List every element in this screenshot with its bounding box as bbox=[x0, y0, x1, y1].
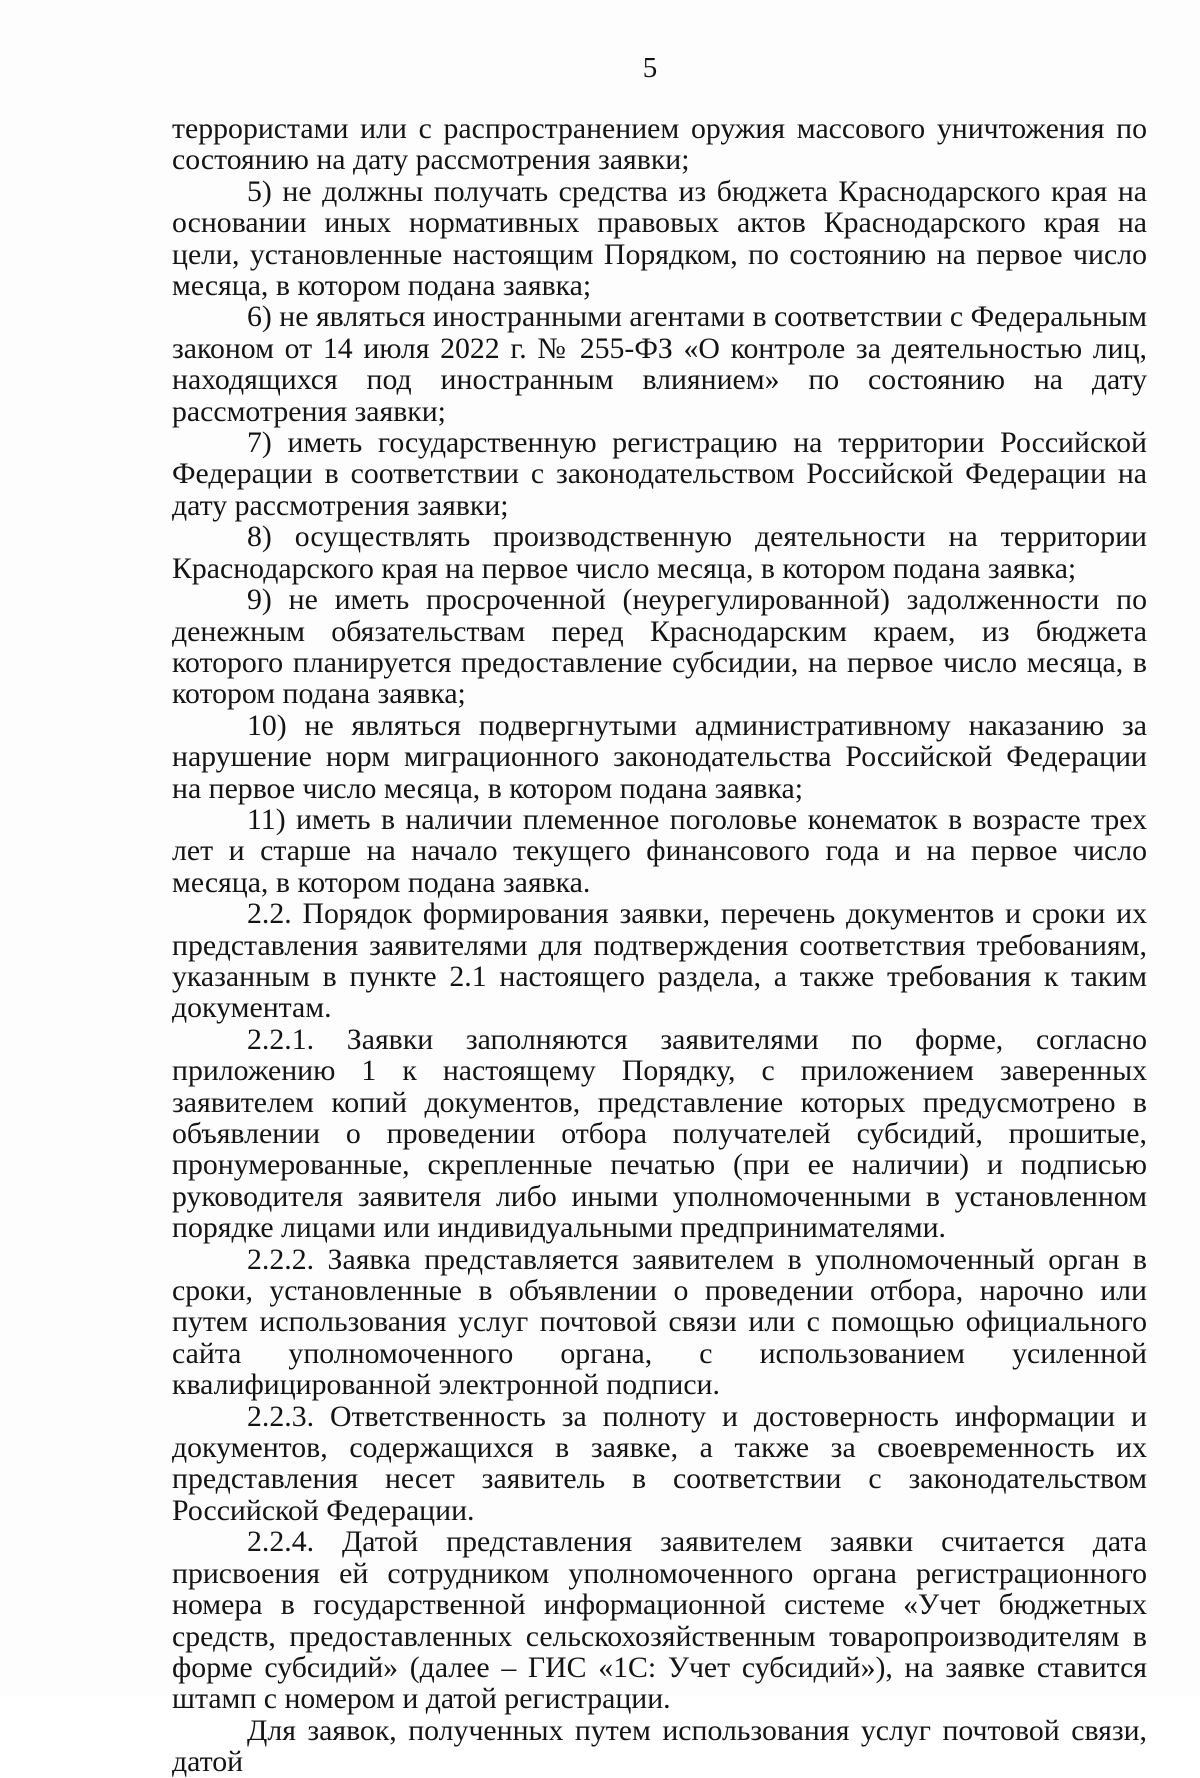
document-body bbox=[172, 113, 1147, 1778]
paragraph-item-11: 11) иметь в наличии племенное поголовье конематок в возрасте трех лет и старше на начало текущего финансового года и на первое число месяца, в котором подана заявка. bbox=[172, 802, 1147, 899]
paragraph-section-2-2-1: 2.2.1. Заявки заполняются заявителями по форме, согласно приложению 1 к настоящему Порядку, с приложением заверенных заявителем копий документов, представление которых предусмотрено в объявлении о проведении отбора получателей субсидий, прошитые, пронумерованные, скрепленные печатью (при ее наличии) и подписью руководителя заявителя либо иными уполномоченными в установленном порядке лицами или индивидуальными предпринимателями. bbox=[172, 1022, 1147, 1245]
paragraph-item-10: 10) не являться подвергнутыми административному наказанию за нарушение норм миграционного законодательства Российской Федерации на первое число месяца, в котором подана заявка; bbox=[172, 708, 1147, 805]
paragraph-item-8: 8) осуществлять производственную деятельности на территории Краснодарского края на первое число месяца, в котором подана заявка; bbox=[172, 520, 1147, 585]
paragraph-section-2-2-3: 2.2.3. Ответственность за полноту и достоверность информации и документов, содержащихся в заявке, а также за своевременность их представления несет заявитель в соответствии с законодательством Российской Федерации. bbox=[172, 1399, 1147, 1527]
page-number: 5 bbox=[642, 52, 658, 84]
paragraph-section-2-2-2: 2.2.2. Заявка представляется заявителем в уполномоченный орган в сроки, установленные в объявлении о проведении отбора, нарочно или путем использования услуг почтовой связи или с помощью официального сайта уполномоченного органа, с использованием усиленной квалифицированной электронной подписи. bbox=[172, 1242, 1147, 1402]
paragraph-section-2-2-4: 2.2.4. Датой представления заявителем заявки считается дата присвоения ей сотрудником уполномоченного органа регистрационного номера в государственной информационной системе «Учет бюджетных средств, предоставленных сельскохозяйственным товаропроизводителям в форме субсидий» (далее – ГИС «1С: Учет субсидий»), на заявке ставится штамп с номером и датой регистрации. bbox=[172, 1525, 1147, 1716]
paragraph-item-5: 5) не должны получать средства из бюджета Краснодарского края на основании иных нормативных правовых актов Краснодарского края на цели, установленные настоящим Порядком, по состоянию на первое число месяца, в котором подана заявка; bbox=[172, 174, 1147, 303]
paragraph-item-7: 7) иметь государственную регистрацию на территории Российской Федерации в соответствии с законодательством Российской Федерации на дату рассмотрения заявки; bbox=[172, 426, 1147, 522]
paragraph-postal-applications: Для заявок, полученных путем использования услуг почтовой связи, датой bbox=[172, 1713, 1147, 1778]
paragraph-item-6: 6) не являться иностранными агентами в соответствии с Федеральным законом от 14 июля 2022 г. № 255-ФЗ «О контроле за деятельностью лиц, находящихся под иностранным влиянием» по состоянию на дату рассмотрения заявки; bbox=[172, 300, 1147, 428]
paragraph-continuation: террористами или с распространением оружия массового уничтожения по состоянию на дату рассмотрения заявки; bbox=[172, 112, 1147, 177]
paragraph-section-2-2: 2.2. Порядок формирования заявки, перечень документов и сроки их представления заявителями для подтверждения соответствия требованиям, указанным в пункте 2.1 настоящего раздела, а также требования к таким документам. bbox=[172, 897, 1147, 1025]
paragraph-item-9: 9) не иметь просроченной (неурегулированной) задолженности по денежным обязательствам перед Краснодарским краем, из бюджета которого планируется предоставление субсидии, на первое число месяца, в котором подана заявка; bbox=[172, 583, 1147, 711]
